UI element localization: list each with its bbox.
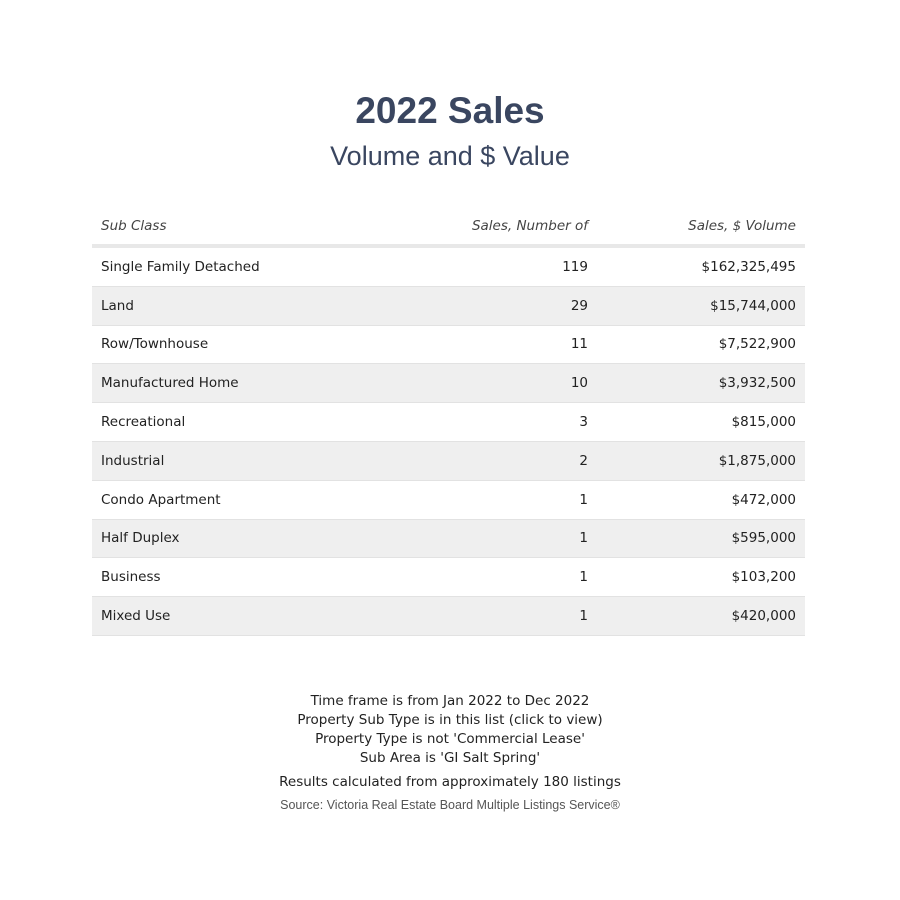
- table-row: [92, 403, 805, 442]
- cell-sub-class: Row/Townhouse: [101, 336, 209, 353]
- cell-sales-number: 1: [579, 491, 588, 508]
- filter-notes: [0, 692, 900, 792]
- cell-sub-class: Land: [101, 297, 134, 314]
- cell-sales-volume: $15,744,000: [710, 297, 796, 314]
- cell-sub-class: Half Duplex: [101, 530, 180, 547]
- cell-sub-class: Business: [101, 569, 161, 586]
- cell-sales-number: 11: [570, 336, 588, 353]
- note-sub-area: Sub Area is 'GI Salt Spring': [359, 750, 541, 766]
- header-sales-number: Sales, Number of: [471, 217, 588, 234]
- cell-sales-volume: $472,000: [731, 491, 796, 508]
- cell-sub-class: Manufactured Home: [101, 375, 239, 392]
- note-property-type: Property Type is not 'Commercial Lease': [315, 731, 585, 747]
- note-time-frame: Time frame is from Jan 2022 to Dec 2022: [310, 693, 590, 709]
- note-sub-type-link[interactable]: Property Sub Type is in this list (click to view): [297, 712, 603, 728]
- table-row: [92, 558, 805, 597]
- table-row: [92, 248, 805, 287]
- cell-sales-volume: $3,932,500: [718, 375, 796, 392]
- cell-sales-number: 1: [579, 530, 588, 547]
- table-body: [92, 248, 805, 636]
- page-title: 2022 Sales: [355, 90, 545, 131]
- table-row: [92, 481, 805, 520]
- cell-sales-number: 2: [579, 452, 588, 469]
- note-results-count: Results calculated from approximately 180 listings: [279, 774, 621, 790]
- page-subtitle: Volume and $ Value: [330, 141, 570, 171]
- cell-sales-number: 3: [579, 414, 588, 431]
- table-row: [92, 287, 805, 326]
- table-row: [92, 326, 805, 365]
- cell-sales-number: 29: [570, 297, 588, 314]
- cell-sales-volume: $815,000: [731, 414, 796, 431]
- cell-sales-number: 1: [579, 608, 588, 625]
- cell-sales-volume: $1,875,000: [718, 452, 796, 469]
- table-row: [92, 364, 805, 403]
- table-header: [92, 207, 805, 248]
- cell-sub-class: Industrial: [101, 452, 165, 469]
- table-row: [92, 597, 805, 636]
- header-sub-class: Sub Class: [101, 217, 167, 234]
- table-row: [92, 442, 805, 481]
- cell-sales-volume: $595,000: [731, 530, 796, 547]
- cell-sales-number: 1: [579, 569, 588, 586]
- cell-sub-class: Mixed Use: [101, 608, 171, 625]
- table-row: [92, 520, 805, 559]
- cell-sales-volume: $420,000: [731, 608, 796, 625]
- cell-sub-class: Single Family Detached: [101, 258, 260, 275]
- header-sales-volume: Sales, $ Volume: [688, 217, 796, 234]
- cell-sales-number: 119: [562, 258, 588, 275]
- source-credit: Source: Victoria Real Estate Board Multiple Listings Service®: [280, 798, 620, 812]
- cell-sales-volume: $103,200: [731, 569, 796, 586]
- cell-sub-class: Condo Apartment: [101, 491, 221, 508]
- cell-sales-number: 10: [570, 375, 588, 392]
- sales-table: [92, 207, 805, 636]
- cell-sales-volume: $7,522,900: [718, 336, 796, 353]
- cell-sub-class: Recreational: [101, 414, 186, 431]
- cell-sales-volume: $162,325,495: [701, 258, 796, 275]
